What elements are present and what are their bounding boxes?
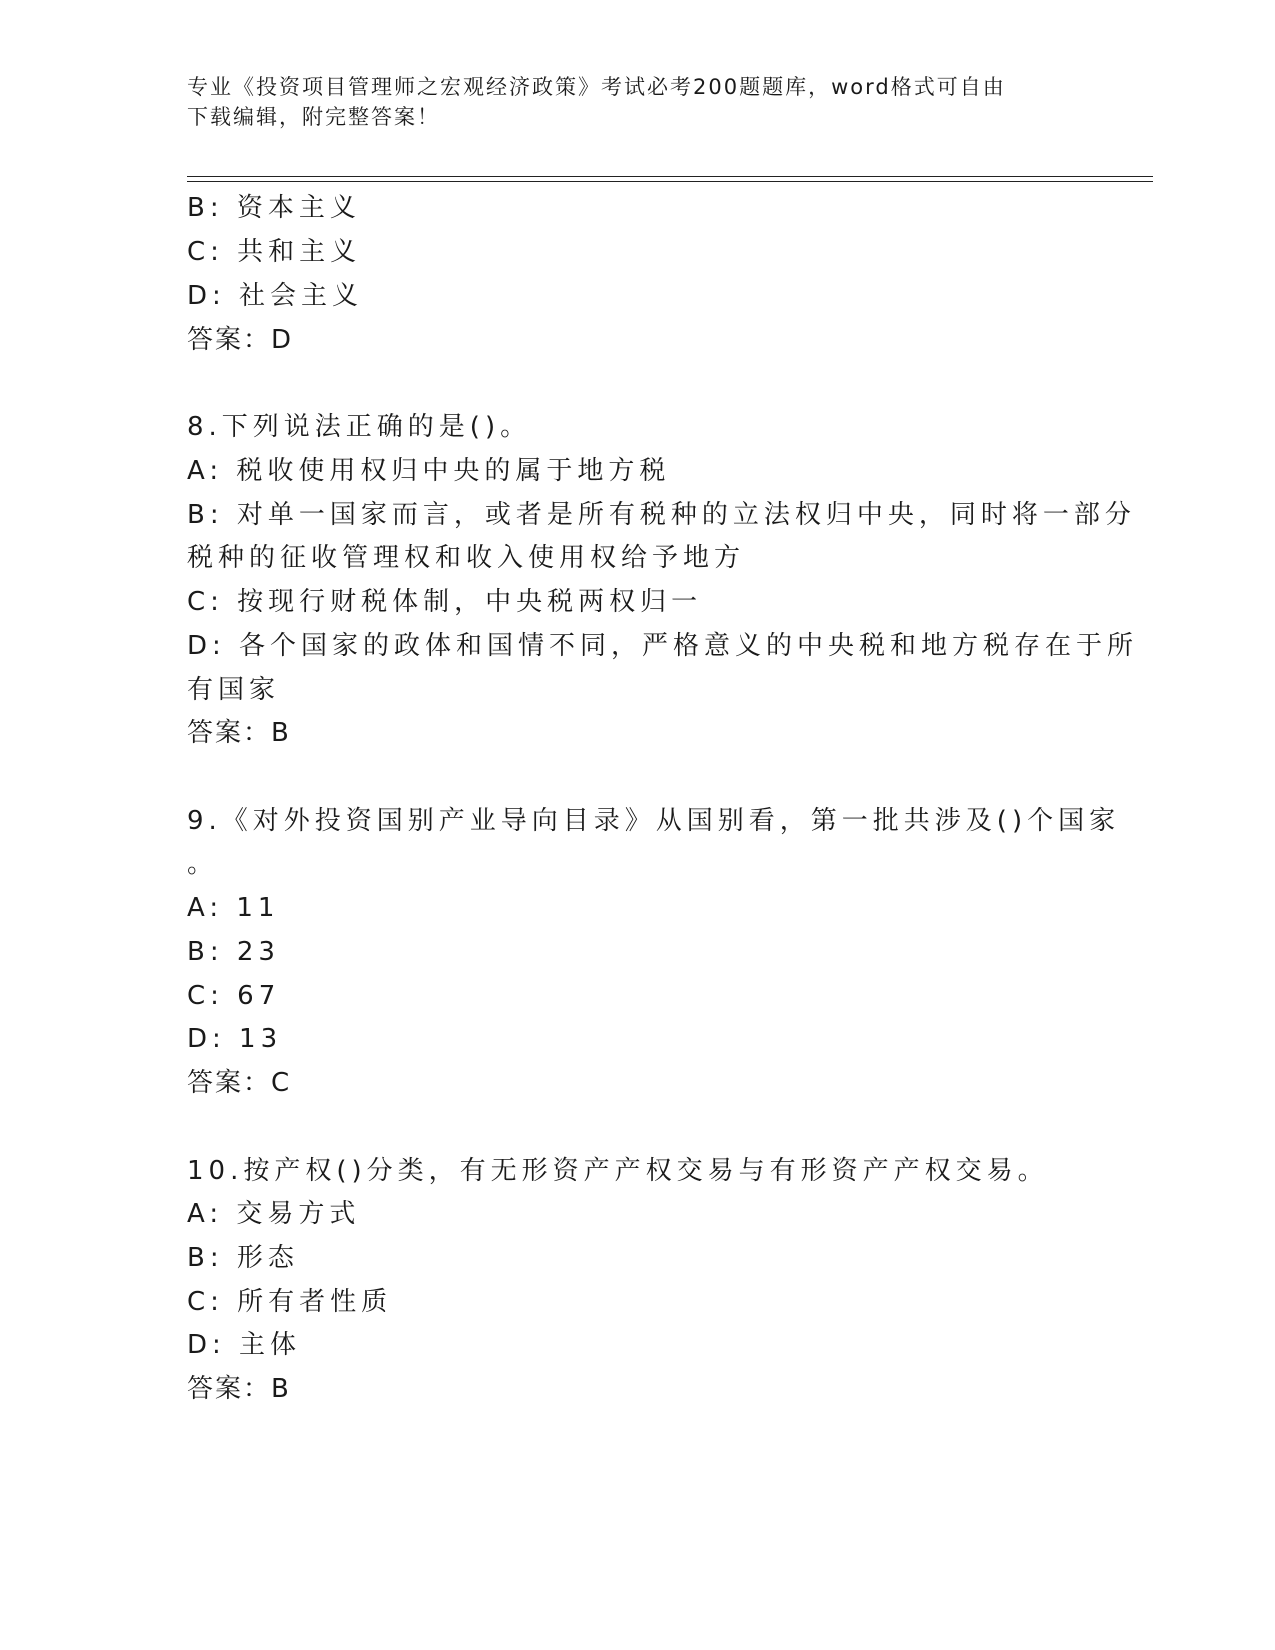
q7-option-d: D: 社会主义	[187, 281, 364, 311]
header-divider-top	[187, 176, 1153, 177]
q8-option-b-line-2: 税种的征收管理权和收入使用权给予地方	[187, 543, 746, 573]
q7-option-c: C: 共和主义	[187, 237, 362, 267]
q9-option-d: D: 13	[187, 1024, 283, 1054]
document-header	[187, 72, 1087, 132]
q10-question: 10.按产权()分类，有无形资产产权交易与有形资产产权交易。	[187, 1156, 1049, 1186]
q10-option-b: B: 形态	[187, 1243, 299, 1273]
q10-option-d: D: 主体	[187, 1330, 302, 1360]
q9-question-line-2: 。	[187, 849, 219, 879]
q9-option-a: A: 11	[187, 893, 280, 923]
q7-answer: 答案：D	[187, 325, 294, 355]
q8-answer: 答案：B	[187, 718, 291, 748]
header-line-2: 下载编辑，附完整答案！	[187, 105, 440, 129]
q8-option-a: A: 税收使用权归中央的属于地方税	[187, 456, 671, 486]
q9-question-line-1: 9.《对外投资国别产业导向目录》从国别看，第一批共涉及()个国家	[187, 806, 1121, 836]
q10-option-c: C: 所有者性质	[187, 1287, 393, 1317]
q8-option-d-line-1: D: 各个国家的政体和国情不同，严格意义的中央税和地方税存在于所	[187, 631, 1139, 661]
q9-answer: 答案：C	[187, 1068, 292, 1098]
q10-option-a: A: 交易方式	[187, 1199, 361, 1229]
header-line-1: 专业《投资项目管理师之宏观经济政策》考试必考200题题库，word格式可自由	[187, 75, 1006, 99]
q8-option-c: C: 按现行财税体制，中央税两权归一	[187, 587, 703, 617]
q8-option-b-line-1: B: 对单一国家而言，或者是所有税种的立法权归中央，同时将一部分	[187, 500, 1136, 530]
q9-option-c: C: 67	[187, 981, 281, 1011]
q8-option-d-line-2: 有国家	[187, 675, 281, 705]
q7-option-b: B: 资本主义	[187, 193, 361, 223]
q10-answer: 答案：B	[187, 1374, 291, 1404]
q9-option-b: B: 23	[187, 937, 280, 967]
q8-question: 8.下列说法正确的是()。	[187, 412, 532, 442]
header-divider-bottom	[187, 181, 1153, 182]
